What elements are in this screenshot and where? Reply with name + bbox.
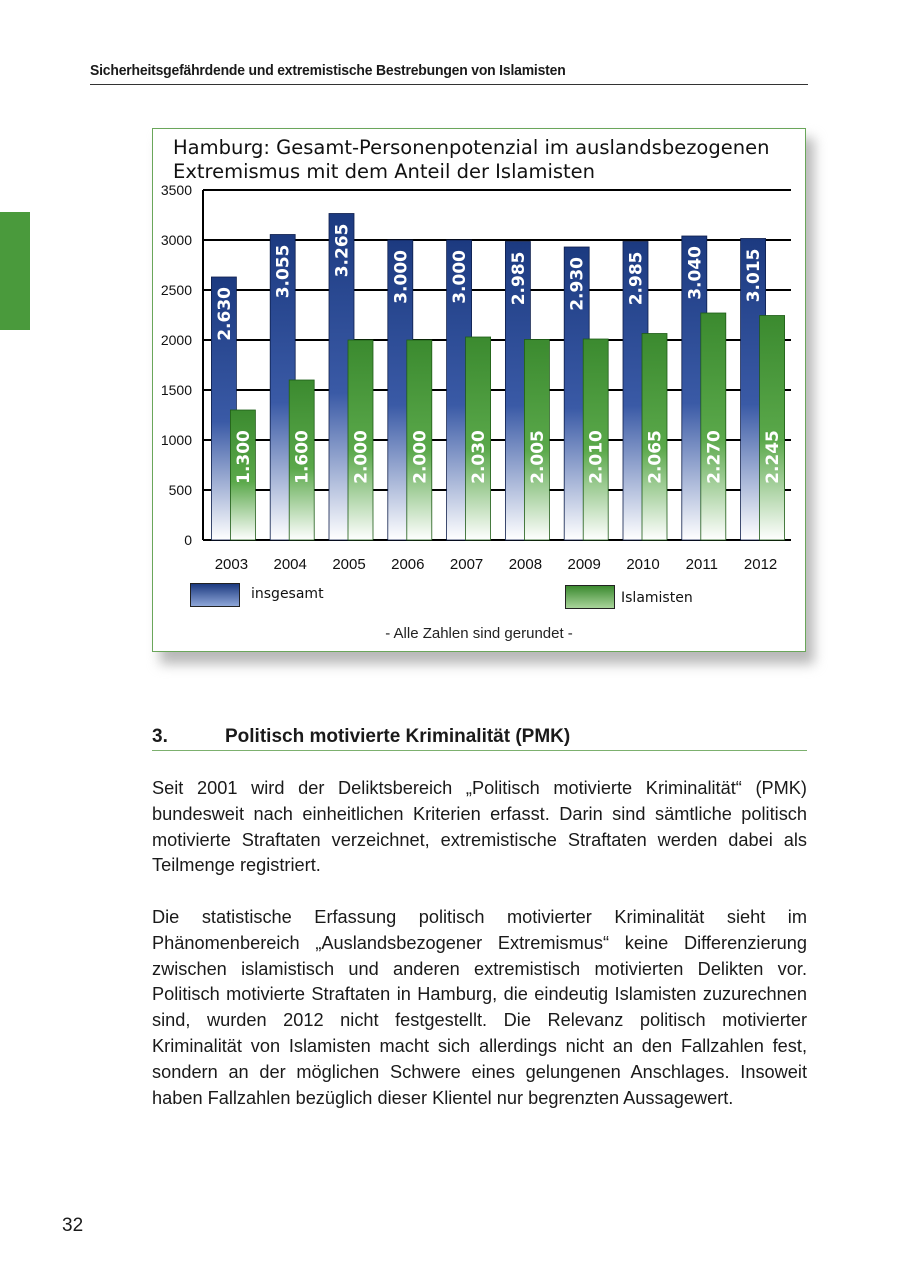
data-label-islamisten: 2.245 (763, 430, 784, 484)
bar-islamisten (760, 316, 785, 541)
legend-swatch-insgesamt (190, 583, 240, 607)
data-label-islamisten: 2.010 (586, 430, 607, 484)
paragraph-2: Die statistische Erfassung politisch motivierter Kriminalität sieht im Phänomenbereich „Auslandsbezogener Extremismus“ keine Differenzierung zwischen islamistisch und anderen extremistisch motivierten Delikten vor. Politisch motivierte Straftaten in Hamburg, die eindeutig Islamisten zuzurechnen sind, wurden 2012 nicht festgestellt. Die Relevanz politisch motivierter Kriminalität von Islamisten macht sich allerdings nicht an den Fallzahlen fest, sondern an der möglichen Schwere eines gelungenen Anschlages. Insoweit haben Fallzahlen bezüglich dieser Klientel nur begrenzten Aussagewert. (152, 907, 807, 1108)
data-label-islamisten: 1.300 (233, 430, 254, 484)
y-tick-label: 1500 (160, 382, 192, 398)
bar-islamisten (701, 313, 726, 540)
section-number: 3. (152, 726, 168, 747)
data-label-islamisten: 2.000 (410, 430, 431, 484)
bar-chart (153, 129, 805, 651)
chart-footnote: - Alle Zahlen sind gerundet - (385, 625, 573, 642)
running-head-rule (90, 84, 808, 85)
chart-box (152, 128, 806, 652)
data-label-insgesamt: 2.930 (567, 257, 588, 311)
y-tick-label: 500 (168, 482, 192, 498)
data-label-insgesamt: 3.055 (273, 244, 294, 299)
running-head: Sicherheitsgefährdende und extremistische Bestrebungen von Islamisten (90, 62, 566, 79)
x-tick-label: 2005 (332, 556, 366, 573)
x-tick-label: 2008 (508, 556, 543, 573)
data-label-insgesamt: 3.265 (332, 223, 353, 278)
x-tick-label: 2006 (391, 556, 425, 573)
y-tick-label: 2500 (160, 282, 192, 298)
x-tick-label: 2004 (273, 556, 307, 573)
data-label-insgesamt: 2.630 (214, 287, 235, 341)
page-number: 32 (62, 1215, 84, 1236)
data-label-insgesamt: 3.015 (744, 248, 765, 303)
legend-label-islamisten: Islamisten (621, 590, 693, 606)
section-rule (152, 750, 807, 751)
y-tick-label: 3000 (160, 232, 192, 248)
x-tick-label: 2012 (743, 556, 778, 573)
data-label-islamisten: 2.270 (704, 430, 725, 484)
chart-title-line-2: Extremismus mit dem Anteil der Islamisten (173, 160, 596, 183)
y-tick-label: 2000 (160, 332, 192, 348)
paragraph-1: Seit 2001 wird der Deliktsbereich „Politisch motivierte Kriminalität“ (PMK) bundesweit nach einheitlichen Kriterien erfasst. Darin sind sämtliche politisch motivierte Straftaten verzeichnet, extremistische Straftaten werden dabei als Teilmenge registriert. (152, 778, 807, 876)
chapter-marker-tab (0, 212, 30, 330)
legend-label-insgesamt: insgesamt (251, 586, 324, 602)
x-tick-label: 2011 (685, 556, 718, 573)
x-tick-label: 2009 (567, 556, 601, 573)
section-title: Politisch motivierte Kriminalität (PMK) (225, 726, 571, 747)
x-tick-label: 2010 (626, 556, 660, 573)
y-tick-label: 1000 (160, 432, 192, 448)
x-tick-label: 2007 (449, 556, 484, 573)
data-label-islamisten: 2.065 (645, 430, 666, 484)
x-tick-label: 2003 (214, 556, 249, 573)
data-label-islamisten: 2.000 (351, 430, 372, 484)
data-label-insgesamt: 2.985 (626, 251, 647, 306)
y-tick-label: 3500 (160, 182, 192, 198)
data-label-islamisten: 2.005 (527, 430, 548, 484)
data-label-islamisten: 1.600 (292, 430, 313, 484)
chart-title-line-1: Hamburg: Gesamt-Personenpotenzial im auslandsbezogenen (173, 136, 770, 159)
data-label-insgesamt: 3.000 (450, 250, 471, 304)
legend-swatch-islamisten (565, 585, 615, 609)
data-label-islamisten: 2.030 (469, 430, 490, 484)
y-tick-label: 0 (184, 532, 192, 548)
data-label-insgesamt: 2.985 (508, 251, 529, 306)
data-label-insgesamt: 3.040 (685, 246, 706, 300)
data-label-insgesamt: 3.000 (391, 250, 412, 304)
